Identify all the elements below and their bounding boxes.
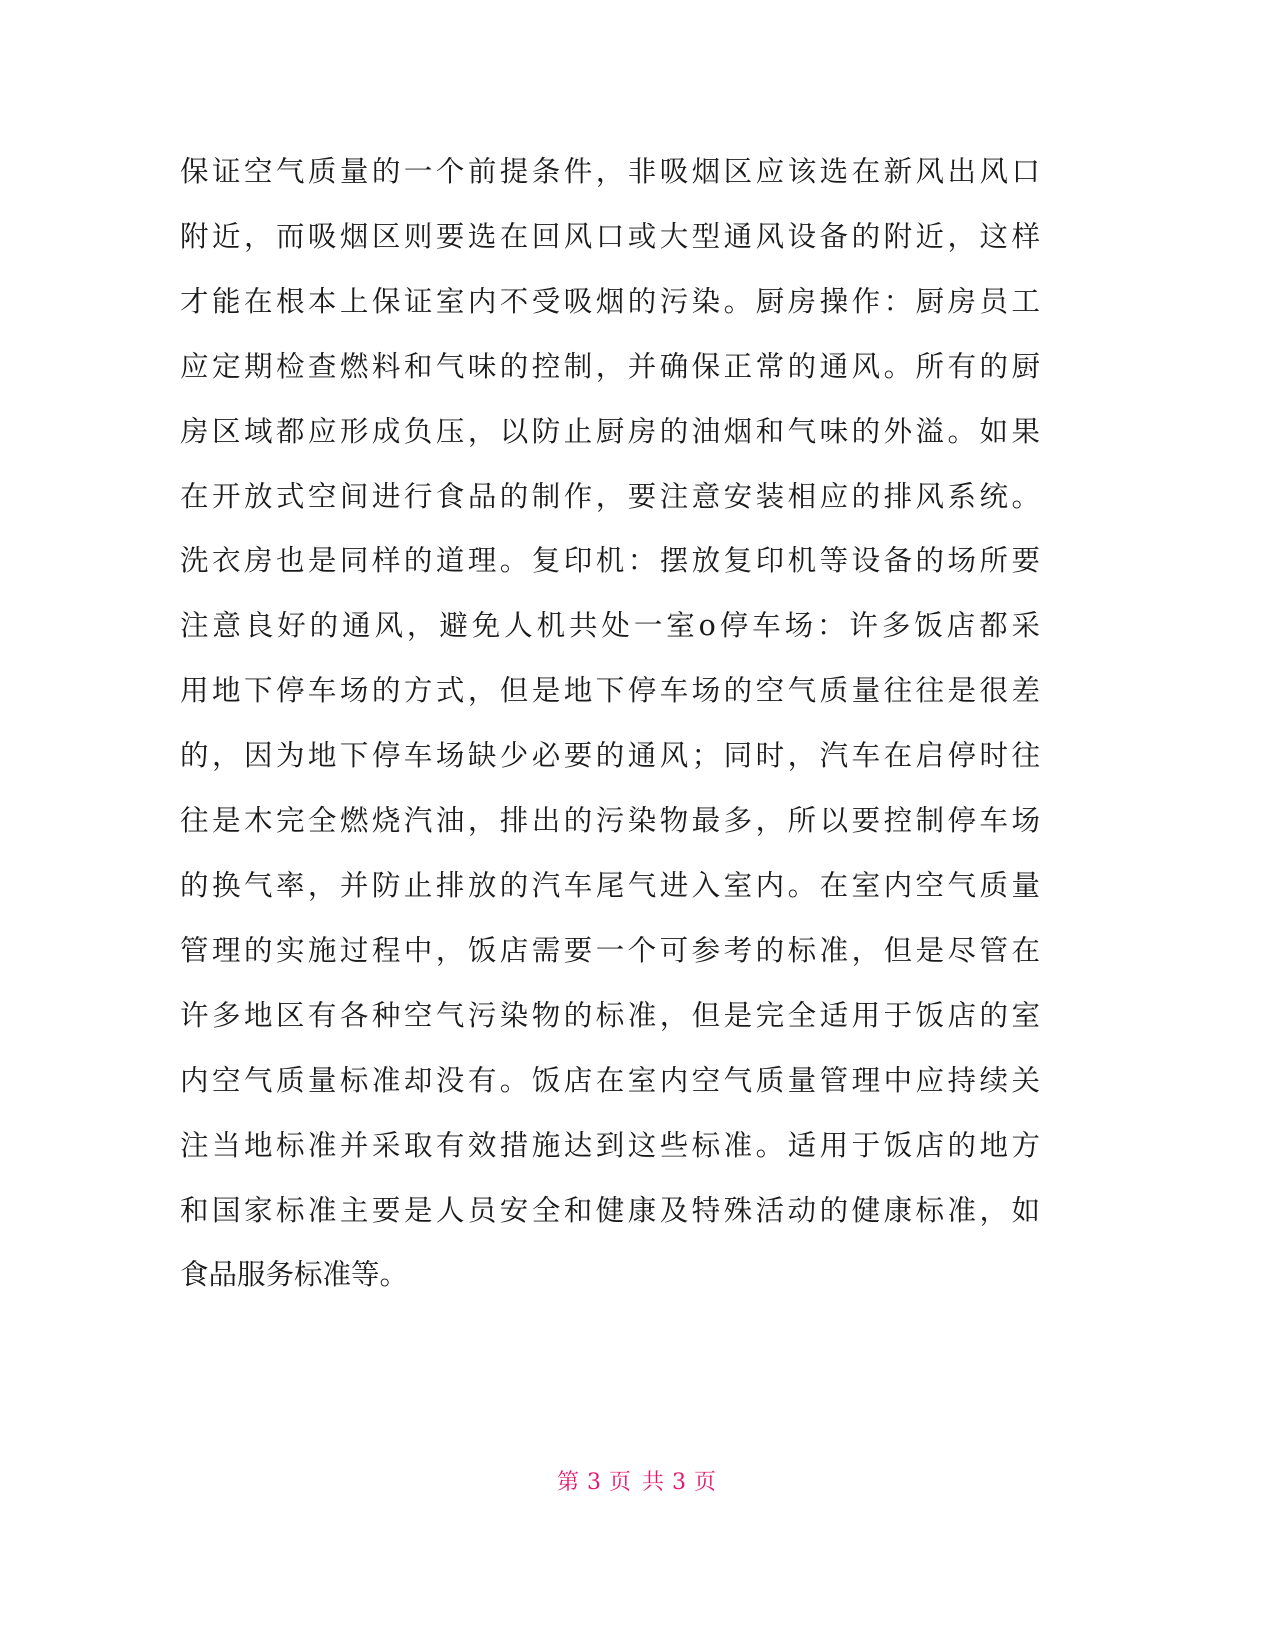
text-line: 食品服务标准等。 (180, 1258, 409, 1292)
text-line: 用地下停车场的方式，但是地下停车场的空气质量往往是很差 (180, 674, 1040, 708)
footer-suffix: 页 (694, 1470, 719, 1495)
footer-middle: 页 共 (609, 1470, 666, 1495)
text-line: 在开放式空间进行食品的制作，要注意安装相应的排风系统。 (180, 479, 1040, 513)
text-line: 往是木完全燃烧汽油，排出的污染物最多，所以要控制停车场 (180, 804, 1040, 838)
text-line: 附近，而吸烟区则要选在回风口或大型通风设备的附近，这样 (180, 219, 1040, 253)
text-line: 才能在根本上保证室内不受吸烟的污染。厨房操作：厨房员工 (180, 284, 1040, 318)
text-line: 注当地标准并采取有效措施达到这些标准。适用于饭店的地方 (180, 1128, 1040, 1162)
text-line: 应定期检查燃料和气味的控制，并确保正常的通风。所有的厨 (180, 349, 1040, 383)
footer-current-page: 3 (587, 1470, 603, 1495)
footer-total-pages: 3 (672, 1470, 688, 1495)
text-line: 和国家标准主要是人员安全和健康及特殊活动的健康标准，如 (180, 1193, 1040, 1227)
text-line: 房区域都应形成负压，以防止厨房的油烟和气味的外溢。如果 (180, 414, 1040, 448)
text-line: 注意良好的通风，避免人机共处一室o停车场：许多饭店都采 (180, 609, 1040, 643)
footer-prefix: 第 (556, 1470, 581, 1495)
page-footer (0, 1465, 1275, 1496)
text-line: 的，因为地下停车场缺少必要的通风；同时，汽车在启停时往 (180, 739, 1040, 773)
text-line: 许多地区有各种空气污染物的标准，但是完全适用于饭店的室 (180, 998, 1040, 1032)
text-line: 管理的实施过程中，饭店需要一个可参考的标准，但是尽管在 (180, 933, 1040, 967)
text-line: 洗衣房也是同样的道理。复印机：摆放复印机等设备的场所要 (180, 544, 1040, 578)
text-line: 内空气质量标准却没有。饭店在室内空气质量管理中应持续关 (180, 1063, 1040, 1097)
text-line: 的换气率，并防止排放的汽车尾气进入室内。在室内空气质量 (180, 868, 1040, 902)
text-line: 保证空气质量的一个前提条件，非吸烟区应该选在新风出风口 (180, 155, 1040, 188)
body-paragraph (180, 140, 1040, 1308)
